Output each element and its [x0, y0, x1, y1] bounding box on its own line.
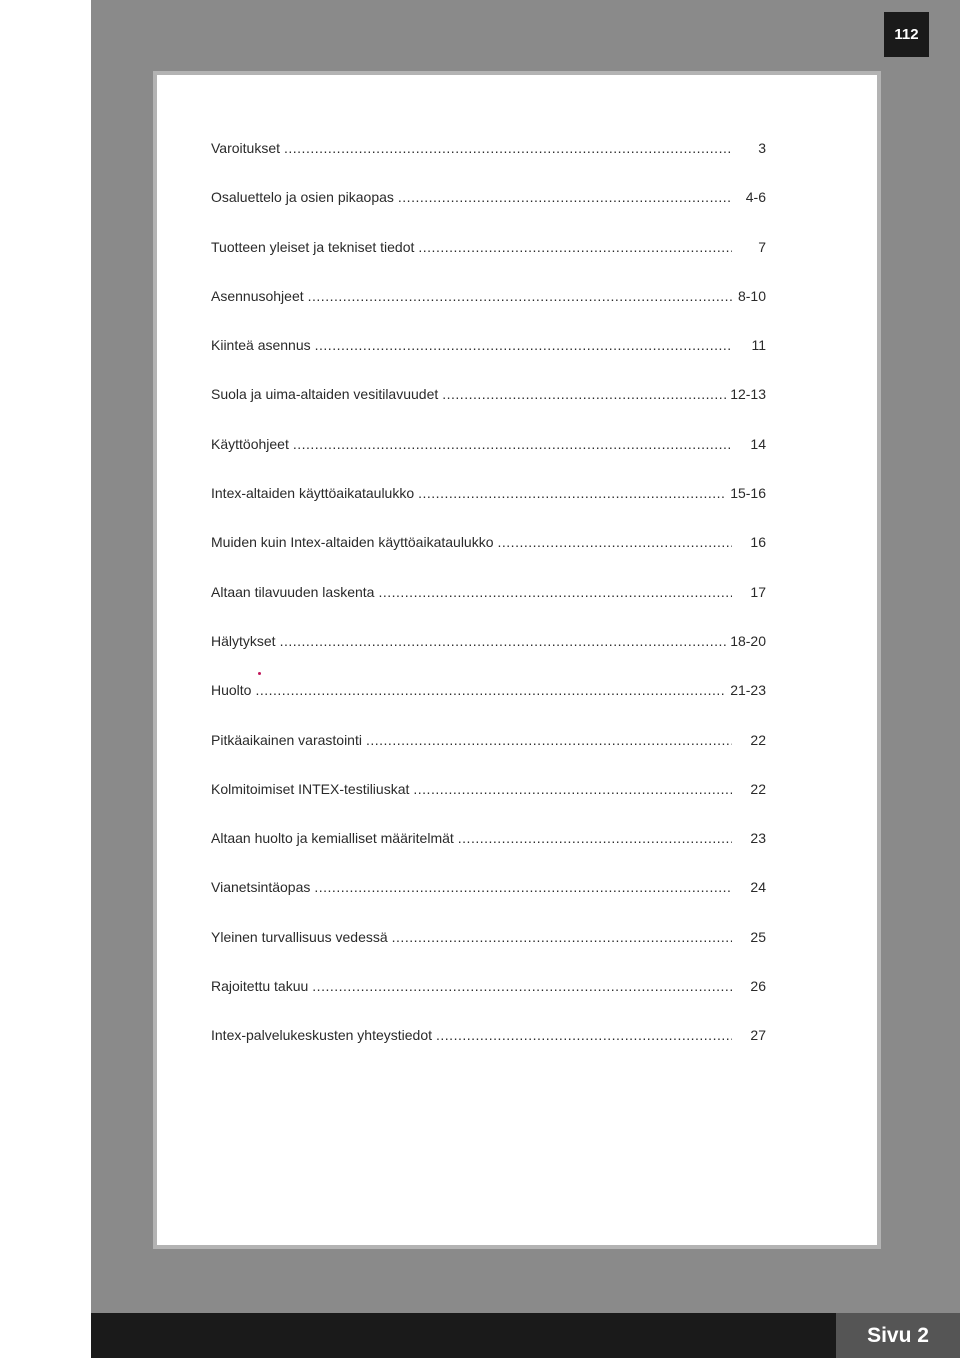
toc-entry-page: 21-23	[730, 682, 766, 699]
toc-entry[interactable]	[211, 1027, 766, 1076]
toc-entry-title: Altaan huolto ja kemialliset määritelmät	[211, 830, 454, 847]
toc-entry-page: 27	[750, 1027, 766, 1044]
toc-entry-page: 18-20	[730, 632, 766, 649]
toc-entry-title: Käyttöohjeet	[211, 435, 289, 452]
toc-entry-page: 23	[750, 830, 766, 847]
toc-dot-leader	[413, 781, 732, 797]
toc-entry-page: 4-6	[745, 189, 766, 206]
toc-entry[interactable]	[211, 239, 766, 288]
toc-entry-page: 22	[750, 731, 766, 748]
toc-entry[interactable]	[211, 436, 766, 485]
toc-entry-page: 24	[750, 879, 766, 896]
toc-entry[interactable]	[211, 682, 766, 731]
toc-entry-page: 26	[750, 978, 766, 995]
toc-entry-page: 22	[750, 780, 766, 797]
toc-entry-title: Muiden kuin Intex-altaiden käyttöaikataulukko	[211, 534, 494, 551]
toc-dot-leader	[418, 485, 726, 501]
toc-entry-page: 7	[758, 238, 766, 255]
toc-entry[interactable]	[211, 781, 766, 830]
toc-entry[interactable]	[211, 879, 766, 928]
toc-entry-page: 15-16	[730, 485, 766, 502]
toc-entry-title: Yleinen turvallisuus vedessä	[211, 928, 388, 945]
toc-dot-leader	[378, 584, 732, 600]
toc-dot-leader	[255, 682, 726, 698]
toc-entry-title: Intex-altaiden käyttöaikataulukko	[211, 485, 415, 502]
toc-dot-leader	[498, 534, 732, 550]
toc-entry[interactable]	[211, 288, 766, 337]
toc-entry[interactable]	[211, 386, 766, 435]
toc-entry[interactable]	[211, 830, 766, 879]
toc-entry[interactable]	[211, 584, 766, 633]
toc-entry-page: 14	[750, 435, 766, 452]
toc-entry-title: Osaluettelo ja osien pikaopas	[211, 189, 394, 206]
toc-entry[interactable]	[211, 978, 766, 1027]
toc-dot-leader	[418, 239, 732, 255]
toc-dot-leader	[308, 288, 732, 304]
toc-dot-leader	[284, 140, 732, 156]
toc-dot-leader	[366, 732, 732, 748]
toc-dot-leader	[442, 386, 726, 402]
toc-entry-title: Altaan tilavuuden laskenta	[211, 583, 375, 600]
footer-page-label: Sivu 2	[836, 1313, 960, 1358]
toc-entry-page: 11	[751, 337, 766, 354]
toc-dot-leader	[458, 830, 732, 846]
footer-bar	[91, 1313, 960, 1358]
toc-entry-title: Huolto	[211, 682, 252, 699]
toc-entry-page: 3	[758, 140, 766, 156]
toc-entry[interactable]	[211, 337, 766, 386]
toc-entry[interactable]	[211, 633, 766, 682]
toc-entry-title: Asennusohjeet	[211, 287, 304, 304]
toc-dot-leader	[315, 337, 732, 353]
toc-entry[interactable]	[211, 189, 766, 238]
toc-entry-title: Kiinteä asennus	[211, 337, 311, 354]
toc-entry-title: Tuotteen yleiset ja tekniset tiedot	[211, 238, 415, 255]
table-of-contents	[211, 140, 766, 1077]
page-number-badge: 112	[884, 12, 929, 57]
toc-entry-page: 17	[750, 583, 766, 600]
toc-dot-leader	[398, 189, 732, 205]
toc-dot-leader	[436, 1027, 732, 1043]
toc-entry[interactable]	[211, 534, 766, 583]
toc-entry[interactable]	[211, 140, 766, 189]
toc-entry-title: Vianetsintäopas	[211, 879, 311, 896]
toc-entry-page: 8-10	[737, 287, 766, 304]
toc-entry-page: 16	[750, 534, 766, 551]
stray-dot-mark	[258, 672, 261, 675]
toc-dot-leader	[280, 633, 727, 649]
toc-entry-title: Suola ja uima-altaiden vesitilavuudet	[211, 386, 439, 403]
toc-dot-leader	[314, 879, 732, 895]
toc-entry-title: Pitkäaikainen varastointi	[211, 731, 362, 748]
toc-entry-title: Intex-palvelukeskusten yhteystiedot	[211, 1027, 433, 1044]
toc-dot-leader	[392, 929, 732, 945]
toc-entry-title: Rajoitettu takuu	[211, 978, 309, 995]
toc-entry[interactable]	[211, 929, 766, 978]
toc-entry[interactable]	[211, 485, 766, 534]
toc-entry[interactable]	[211, 732, 766, 781]
toc-entry-title: Kolmitoimiset INTEX-testiliuskat	[211, 780, 410, 797]
toc-entry-title: Hälytykset	[211, 632, 276, 649]
toc-entry-page: 25	[750, 928, 766, 945]
toc-dot-leader	[312, 978, 732, 994]
toc-dot-leader	[293, 436, 732, 452]
toc-entry-page: 12-13	[730, 386, 766, 403]
toc-entry-title: Varoitukset	[211, 140, 280, 156]
